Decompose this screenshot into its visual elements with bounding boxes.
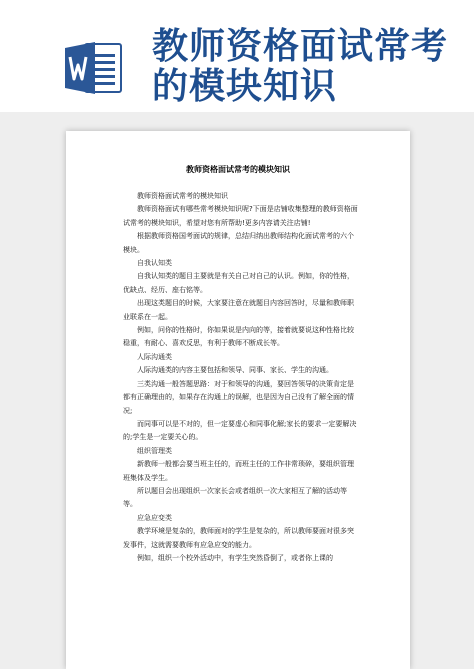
document-body [123, 190, 359, 565]
banner-title: 教师资格面试常考的模块知识 [152, 26, 449, 107]
document-page [66, 131, 410, 669]
paragraph: 教学环境是复杂的，教师面对的学生是复杂的，所以教师要面对很多突发事件，这就需要教师有应急应变的能力。 [123, 527, 354, 549]
paragraph: 自我认知类的题目主要就是有关自己对自己的认识。例如，你的性格，优缺点、经历、座右铭等。 [123, 272, 354, 294]
paragraph: 所以题目会出现组织一次家长会或者组织一次大家相互了解的活动等等。 [123, 486, 347, 509]
paragraph: 三类沟通一般答题思路：对于和领导的沟通，要回答领导的决策肯定是都有正确理由的，如果存在沟通上的误解，也是因为自己没有了解全面的情况; [123, 379, 354, 415]
paragraph: 而同事可以是不对的，但一定要虚心和同事化解;家长的要求一定要解决的;学生是一定要关心的。 [123, 419, 357, 442]
paragraph: 例如，组织一个校外活动中，有学生突然昏倒了，或者你上课的 [137, 553, 333, 562]
paragraph: 教师资格面试有哪些常考模块知识呢?下面是店铺收集整理的教师资格面试常考的模块知识，希望对您有所帮助!更多内容请关注店铺! [123, 205, 358, 227]
paragraph: 例如，问你的性格时，你如果说是内向的等，接着就要说这种性格比较稳重，有耐心、喜欢反思，有利于教师不断成长等。 [123, 326, 354, 348]
paragraph: 根据教师资格国考面试的规律，总结归纳出教师结构化面试常考的六个模块。 [123, 232, 354, 254]
banner [0, 0, 474, 112]
paragraph: 教师资格面试常考的模块知识 [137, 192, 228, 200]
paragraph: 人际沟通类的内容主要包括和领导、同事、家长、学生的沟通。 [137, 366, 333, 375]
paragraph: 出现这类题目的时候，大家要注意在就题目内容回答时，尽量和教师职业联系在一起。 [123, 299, 354, 321]
section-heading: 应急应变类 [137, 513, 172, 522]
paragraph: 新教师一般都会要当班主任的，而班主任的工作非常琐碎，要组织管理班集体及学生。 [123, 460, 354, 482]
section-heading: 人际沟通类 [137, 352, 172, 361]
document-title: 教师资格面试常考的模块知识 [186, 165, 290, 174]
word-document-icon [63, 40, 123, 96]
section-heading: 组织管理类 [137, 446, 172, 455]
section-heading: 自我认知类 [137, 259, 172, 268]
